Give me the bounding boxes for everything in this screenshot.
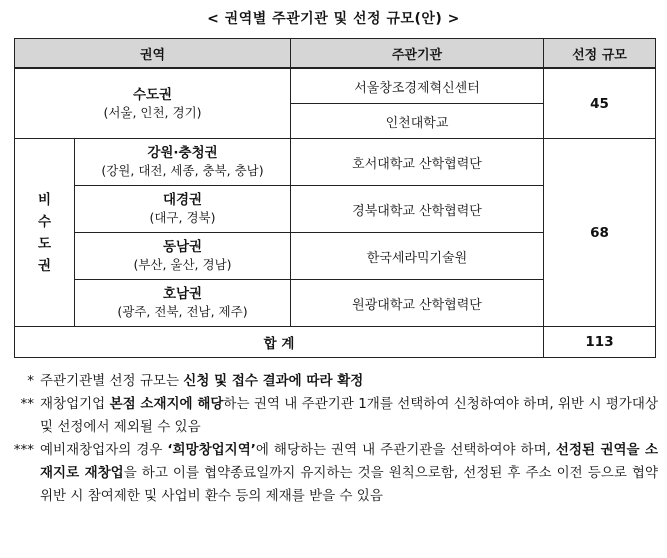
org-cell: 호서대학교 산학협력단 <box>291 139 544 186</box>
region-cell <box>75 233 291 280</box>
region-cell-capital <box>15 68 291 139</box>
region-sub: (광주, 전북, 전남, 제주) <box>117 304 248 319</box>
scale-non-capital: 68 <box>544 139 656 327</box>
note-emphasis: 신청 및 접수 결과에 따라 확정 <box>183 373 364 389</box>
notes <box>8 370 658 508</box>
total-value: 113 <box>544 327 656 358</box>
note-text-part: 재창업기업 <box>40 396 110 412</box>
region-sub: (강원, 대전, 세종, 충북, 충남) <box>101 163 264 178</box>
header-org: 주관기관 <box>291 39 544 69</box>
region-sub: (대구, 경북) <box>149 210 216 225</box>
org-cell: 인천대학교 <box>291 104 544 139</box>
note-text <box>40 439 658 508</box>
region-name: 강원·충청권 <box>147 145 218 161</box>
table-row <box>15 139 656 186</box>
page-title: < 권역별 주관기관 및 선정 규모(안) > <box>207 11 460 27</box>
header-scale: 선정 규모 <box>544 39 656 69</box>
note-mark: * <box>27 373 34 389</box>
region-name: 호남권 <box>162 286 203 302</box>
region-table <box>14 38 656 358</box>
region-cell <box>75 280 291 327</box>
note-text <box>40 370 658 393</box>
region-cell <box>75 186 291 233</box>
note-3 <box>8 439 658 508</box>
note-emphasis: 선정된 권역을 소재지로 재창업 <box>40 442 659 481</box>
total-row <box>15 327 656 358</box>
note-mark: ** <box>20 396 34 412</box>
note-text-part: 예비재창업자의 경우 <box>40 442 168 458</box>
total-label: 합 계 <box>15 327 544 358</box>
region-name: 동남권 <box>162 239 203 255</box>
vert-char: 권 <box>37 257 52 274</box>
vert-char: 도 <box>37 235 52 252</box>
note-1 <box>8 370 658 393</box>
note-emphasis: ‘희망창업지역’ <box>167 442 256 458</box>
region-cell <box>75 139 291 186</box>
non-capital-label <box>15 139 75 327</box>
note-text-part: 주관기관별 선정 규모는 <box>40 373 184 389</box>
vert-char: 수 <box>37 213 52 230</box>
scale-capital: 45 <box>544 68 656 139</box>
table-header-row <box>15 39 656 69</box>
note-text-part: 하는 권역 내 주관기관 1개를 선택하여 신청하여야 하며, 위반 시 평가대상 및 선정에서 제외될 수 있음 <box>40 396 659 435</box>
header-region: 권역 <box>15 39 291 69</box>
region-sub: (서울, 인천, 경기) <box>103 104 202 120</box>
note-2 <box>8 393 658 439</box>
org-cell: 서울창조경제혁신센터 <box>291 68 544 104</box>
region-name: 대경권 <box>162 192 203 208</box>
region-name: 수도권 <box>132 86 173 103</box>
org-cell: 경북대학교 산학협력단 <box>291 186 544 233</box>
note-text <box>40 393 658 439</box>
note-mark: *** <box>13 442 34 458</box>
note-text-part: 을 하고 이를 협약종료일까지 유지하는 것을 원칙으로함, 선정된 후 주소 이전 등으로 협약 위반 시 참여제한 및 사업비 환수 등의 제재를 받을 수 있음 <box>40 465 658 504</box>
vert-char: 비 <box>37 191 52 208</box>
note-text-part: 에 해당하는 권역 내 주관기관을 선택하여야 하며, <box>255 442 556 458</box>
org-cell: 한국세라믹기술원 <box>291 233 544 280</box>
note-emphasis: 본점 소재지에 해당 <box>109 396 224 412</box>
org-cell: 원광대학교 산학협력단 <box>291 280 544 327</box>
region-sub: (부산, 울산, 경남) <box>133 257 232 272</box>
table-row <box>15 68 656 104</box>
